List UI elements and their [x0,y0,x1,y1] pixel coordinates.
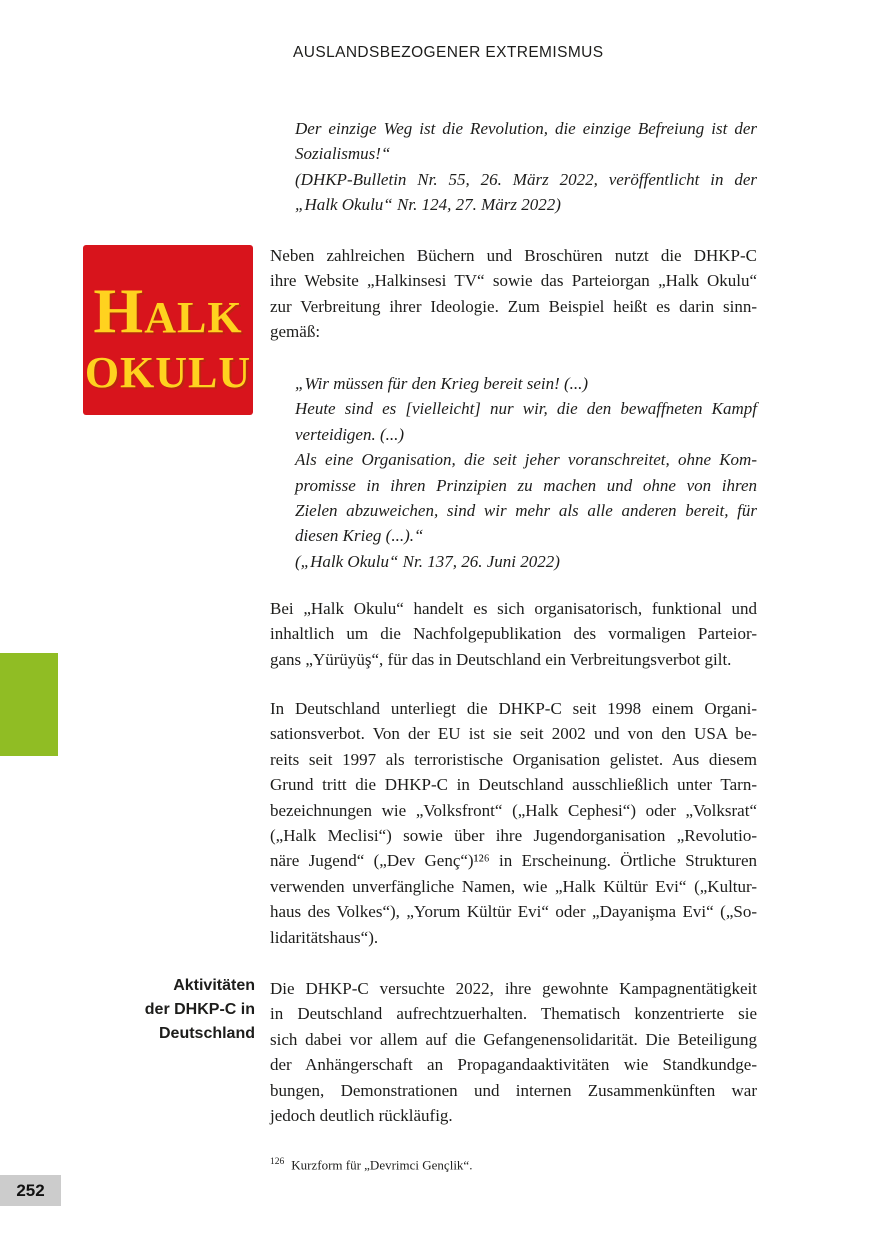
text-line: bungen, Demonstrationen und internen Zusammenkünften war [270,1080,757,1100]
text-line: Heute sind es [vielleicht] nur wir, die den bewaffneten Kampf [295,399,757,419]
text-line: sich dabei vor allem auf die Gefangenensolidarität. Die Beteiligung [270,1029,757,1049]
text-line: verwenden unverfängliche Namen, wie „Halk Kültür Evi“ („Kultur- [270,876,757,896]
text-line: Sozialismus!“ [295,144,391,164]
text-line: ihre Website „Halkinsesi TV“ sowie das Parteiorgan „Halk Okulu“ [270,271,757,291]
page-title: AUSLANDSBEZOGENER EXTREMISMUS [293,44,604,61]
text-line: Neben zahlreichen Büchern und Broschüren nutzt die DHKP-C [270,246,757,265]
body-paragraph-4 [270,976,757,1128]
text-line: gemäß: [270,322,321,342]
logo-initial-letter: H [93,275,145,346]
text-line: Der einzige Weg ist die Revolution, die einzige Befreiung ist der [295,119,757,138]
text-line: verteidigen. (...) [295,424,405,444]
text-line: „Halk Okulu“ Nr. 124, 27. März 2022) [295,195,561,215]
text-line: inhaltlich um die Nachfolgepublikation des vormaligen Parteior- [270,624,757,644]
text-line: promisse in ihren Prinzipien zu machen und ohne von ihren [295,475,757,495]
text-line: jedoch deutlich rückläufig. [270,1106,453,1126]
text-line: Die DHKP-C versuchte 2022, ihre gewohnte Kampagnentätigkeit [270,979,757,998]
text-line: gans „Yürüyüş“, für das in Deutschland ein Verbreitungsverbot gilt. [270,649,732,669]
text-line: Deutschland [158,1025,255,1042]
text-line: bezeichnungen wie „Volksfront“ („Halk Cephesi“) oder „Volksrat“ [270,800,757,820]
text-line: näre Jugend“ („Dev Genç“)¹²⁶ in Erscheinung. Örtliche Strukturen [270,851,757,871]
text-line: diesen Krieg (...).“ [295,526,424,546]
section-color-marker [0,653,58,756]
text-line: reits seit 1997 als terroristische Organisation gelistet. Aus diesem [270,749,757,769]
text-line: Aktivitäten [173,977,255,994]
text-line: Als eine Organisation, die seit jeher voranschreitet, ohne Kom- [295,450,757,470]
footnote [270,1154,757,1173]
text-line: sationsverbot. Von der EU ist sie seit 2002 und von den USA be- [270,724,757,744]
pull-quote [295,371,757,574]
text-line: Bei „Halk Okulu“ handelt es sich organisatorisch, funktional und [270,599,757,618]
logo-text-line1 [93,275,243,346]
text-line: Zielen abzuweichen, sind wir mehr als alle anderen bereit, für [295,501,757,521]
footnote-marker: 126 [270,1157,285,1167]
body-paragraph-2 [270,596,757,672]
text-line: Grund tritt die DHKP-C in Deutschland ausschließlich unter Tarn- [270,775,757,795]
body-paragraph-1 [270,243,757,345]
text-line: haus des Volkes“), „Yorum Kültür Evi“ oder „Dayanişma Evi“ („So- [270,902,757,922]
logo-text-line2: OKULU [84,348,252,397]
text-line: zur Verbreitung ihrer Ideologie. Zum Beispiel heißt es darin sinn- [270,296,757,316]
footnote-text: Kurzform für „Devrimci Gençlik“. [291,1157,473,1173]
text-line: in Deutschland aufrechtzuerhalten. Thematisch konzentrierte sie [270,1004,757,1024]
logo-line1-rest: ALK [144,293,243,342]
text-line: der DHKP-C in [144,1001,255,1018]
halk-okulu-logo [83,245,253,415]
text-line: der Anhängerschaft an Propagandaaktivitäten wie Standkundge- [270,1055,757,1075]
body-paragraph-3 [270,696,757,950]
text-line: („Halk Okulu“ Nr. 137, 26. Juni 2022) [295,551,560,571]
text-line: (DHKP-Bulletin Nr. 55, 26. März 2022, veröffentlicht in der [295,169,757,189]
text-line: („Halk Meclisi“) sowie über ihre Jugendorganisation „Revolutio- [270,826,757,846]
page-number-badge: 252 [0,1175,61,1206]
text-line: lidaritätshaus“). [270,927,379,947]
intro-quote [295,116,757,218]
margin-heading [80,974,255,1046]
text-line: „Wir müssen für den Krieg bereit sein! (...) [295,374,589,393]
text-line: In Deutschland unterliegt die DHKP-C seit 1998 einem Organi- [270,699,757,718]
